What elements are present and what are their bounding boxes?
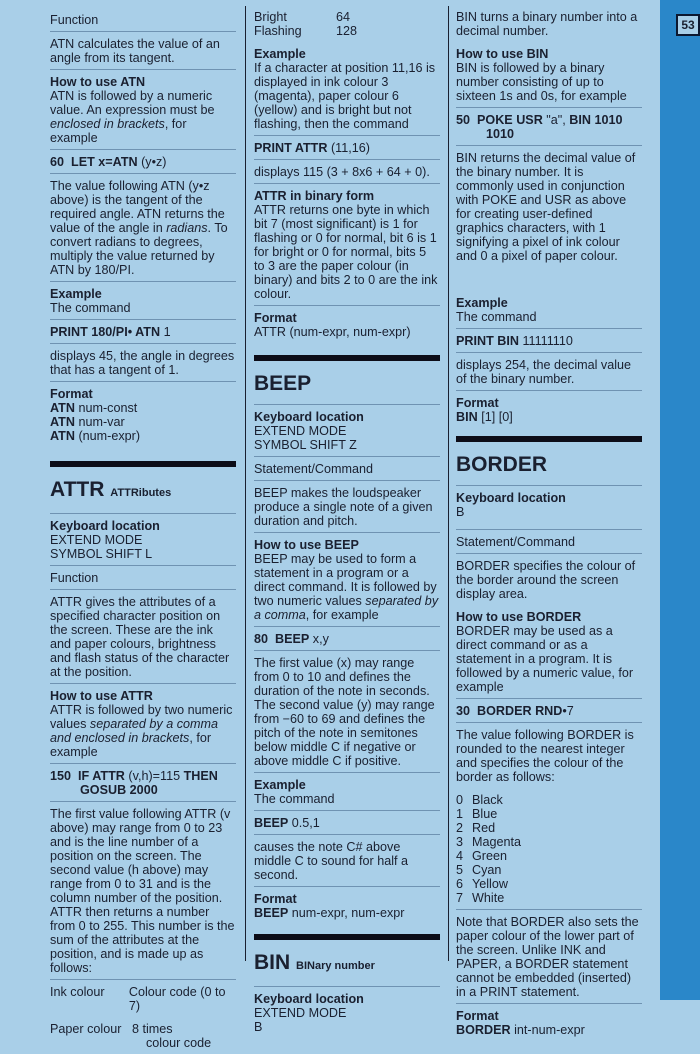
colour-code-item: 4 Green xyxy=(456,849,508,863)
atn-explanation: The value following ATN (y•z above) is the tangent of the required angle. ATN returns the value of the angle in radians. To convert radians to degrees, multiply the value returned by ATN by 180/PI. xyxy=(50,174,236,282)
attr-binary-form: ATTR in binary form ATTR returns one byte in which bit 7 (most significant) is 1 for flashing or 0 for normal, bit 6 is 1 for bright or 0 for normal, bits 5 to 3 are the paper colour (in binary) and bits 2 to 0 are the ink colour. xyxy=(254,184,440,306)
bin-example-line: 50 POKE USR "a", BIN 1010 1010 xyxy=(456,108,642,146)
border-keyboard-location: Keyboard location B xyxy=(456,486,642,530)
how-to-use-atn: How to use ATN ATN is followed by a numeric value. An expression must be enclosed in brackets, for example xyxy=(50,70,236,150)
bin-example: Example The command xyxy=(456,291,642,329)
how-to-use-beep: How to use BEEP BEEP may be used to form a statement in a program or a direct command. It is followed by two numeric values separated by a comma, for example xyxy=(254,533,440,627)
how-to-use-bin: How to use BIN BIN is followed by a binary number consisting of up to sixteen 1s and 0s, for example xyxy=(456,42,642,108)
atn-example: Example The command xyxy=(50,282,236,320)
beep-format: Format BEEP num-expr, num-expr xyxy=(254,892,405,920)
beep-example-line: 80 BEEP x,y xyxy=(254,627,440,651)
colour-code-item: 2 Red xyxy=(456,821,496,835)
colour-code-item: 7 White xyxy=(456,891,505,905)
side-strip xyxy=(660,0,700,1000)
section-rule xyxy=(50,461,236,467)
attr-format: Format ATTR (num-expr, num-expr) xyxy=(254,311,411,339)
how-to-use-border: How to use BORDER BORDER may be used as a direct command or as a statement in a program. It is followed by a numeric value, for example xyxy=(456,605,642,699)
beep-heading: BEEP xyxy=(254,365,440,405)
atn-example-result: displays 45, the angle in degrees that has a tangent of 1. xyxy=(50,344,236,382)
beep-keyboard-location: Keyboard location EXTEND MODE SYMBOL SHIFT Z xyxy=(254,405,440,457)
section-rule xyxy=(456,436,642,442)
bin-description: BIN turns a binary number into a decimal number. xyxy=(456,10,638,38)
how-to-use-attr: How to use ATTR ATTR is followed by two numeric values separated by a comma and enclosed in brackets, for example xyxy=(50,684,236,764)
attr-example: Example If a character at position 11,16 is displayed in ink colour 3 (magenta), paper colour 6 (yellow) and is bright but not flashing, then the command xyxy=(254,42,440,136)
attr-example-line: 150 IF ATTR (v,h)=115 THEN GOSUB 2000 xyxy=(50,764,236,802)
attr-paper-row: Paper colour 8 times colour code xyxy=(50,1022,212,1050)
attr-example-result: displays 115 (3 + 8x6 + 64 + 0). xyxy=(254,160,440,184)
column-divider xyxy=(245,6,246,961)
colour-code-item: 3 Magenta xyxy=(456,835,522,849)
section-rule xyxy=(254,355,440,361)
border-explanation: The value following BORDER is rounded to the nearest integer and specifies the colour of the border as follows: xyxy=(456,728,634,784)
column-2 xyxy=(254,8,440,1038)
border-heading: BORDER xyxy=(456,446,642,486)
beep-example-result: causes the note C# above middle C to sound for half a second. xyxy=(254,835,440,887)
attr-description: ATTR gives the attributes of a specified character position on the screen. These are the ink and paper colours, brightness and flash status of the character at the position. xyxy=(50,590,236,684)
colour-code-item: 0 Black xyxy=(456,793,503,807)
atn-example-command: PRINT 180/PI• ATN 1 xyxy=(50,320,236,344)
beep-description: BEEP makes the loudspeaker produce a single note of a given duration and pitch. xyxy=(254,481,440,533)
function-label: Function xyxy=(50,8,236,32)
attr-example-command: PRINT ATTR (11,16) xyxy=(254,136,440,160)
atn-format: Format ATN num-const ATN num-var ATN (num-expr) xyxy=(50,387,141,443)
bin-example-command: PRINT BIN 11111110 xyxy=(456,329,642,353)
atn-example-line: 60 LET x=ATN (y•z) xyxy=(50,150,236,174)
beep-statement-label: Statement/Command xyxy=(254,457,440,481)
beep-example: Example The command xyxy=(254,773,440,811)
atn-description: ATN calculates the value of an angle from its tangent. xyxy=(50,32,236,70)
column-3 xyxy=(456,8,642,1041)
border-description: BORDER specifies the colour of the border around the screen display area. xyxy=(456,559,636,601)
column-divider xyxy=(448,6,449,961)
colour-code-list xyxy=(456,788,642,910)
section-rule xyxy=(254,934,440,940)
border-note: Note that BORDER also sets the paper colour of the lower part of the screen. Unlike INK and PAPER, a BORDER statement cannot be embedded (inserted) in a PRINT statement. xyxy=(456,910,642,1004)
bin-explanation: BIN returns the decimal value of the binary number. It is commonly used in conjunction with POKE and USR as above for creating user-defined graphics characters, with 1 signifying a pixel of ink colour and 0 a pixel of paper colour. xyxy=(456,151,636,263)
attr-function-label: Function xyxy=(50,566,236,590)
attr-keyboard-location: Keyboard location EXTEND MODE SYMBOL SHIFT L xyxy=(50,514,236,566)
border-format: Format BORDER int-num-expr xyxy=(456,1009,585,1037)
border-statement-label: Statement/Command xyxy=(456,530,642,554)
bin-heading: BIN BINary number xyxy=(254,944,440,987)
bin-keyboard-location: Keyboard location EXTEND MODE B xyxy=(254,992,364,1034)
beep-explanation: The first value (x) may range from 0 to 10 and defines the duration of the note in seconds. The second value (y) may range from −60 to 69 and defines the pitch of the note in semitones below middle C if negative or above middle C if positive. xyxy=(254,651,440,773)
bright-row: Bright 64 Flashing 128 xyxy=(254,10,358,38)
colour-code-item: 1 Blue xyxy=(456,807,498,821)
beep-example-command: BEEP 0.5,1 xyxy=(254,811,440,835)
attr-ink-row: Ink colour Colour code (0 to 7) xyxy=(50,985,226,1013)
attr-explanation: The first value following ATTR (v above) may range from 0 to 23 and is the line number of a position on the screen. The second value (h above) may range from 0 to 31 and is the column number of the position. ATTR then returns a number from 0 to 255. This number is the sum of the attributes at the position, and is made up as follows: xyxy=(50,802,236,980)
bin-format: Format BIN [1] [0] xyxy=(456,396,513,424)
column-1 xyxy=(50,8,236,1054)
colour-code-item: 5 Cyan xyxy=(456,863,502,877)
bin-example-result: displays 254, the decimal value of the binary number. xyxy=(456,353,642,391)
border-example-line: 30 BORDER RND•7 xyxy=(456,699,642,723)
colour-code-item: 6 Yellow xyxy=(456,877,508,891)
page-number: 53 xyxy=(676,14,700,36)
attr-heading: ATTR ATTRibutes xyxy=(50,471,236,514)
